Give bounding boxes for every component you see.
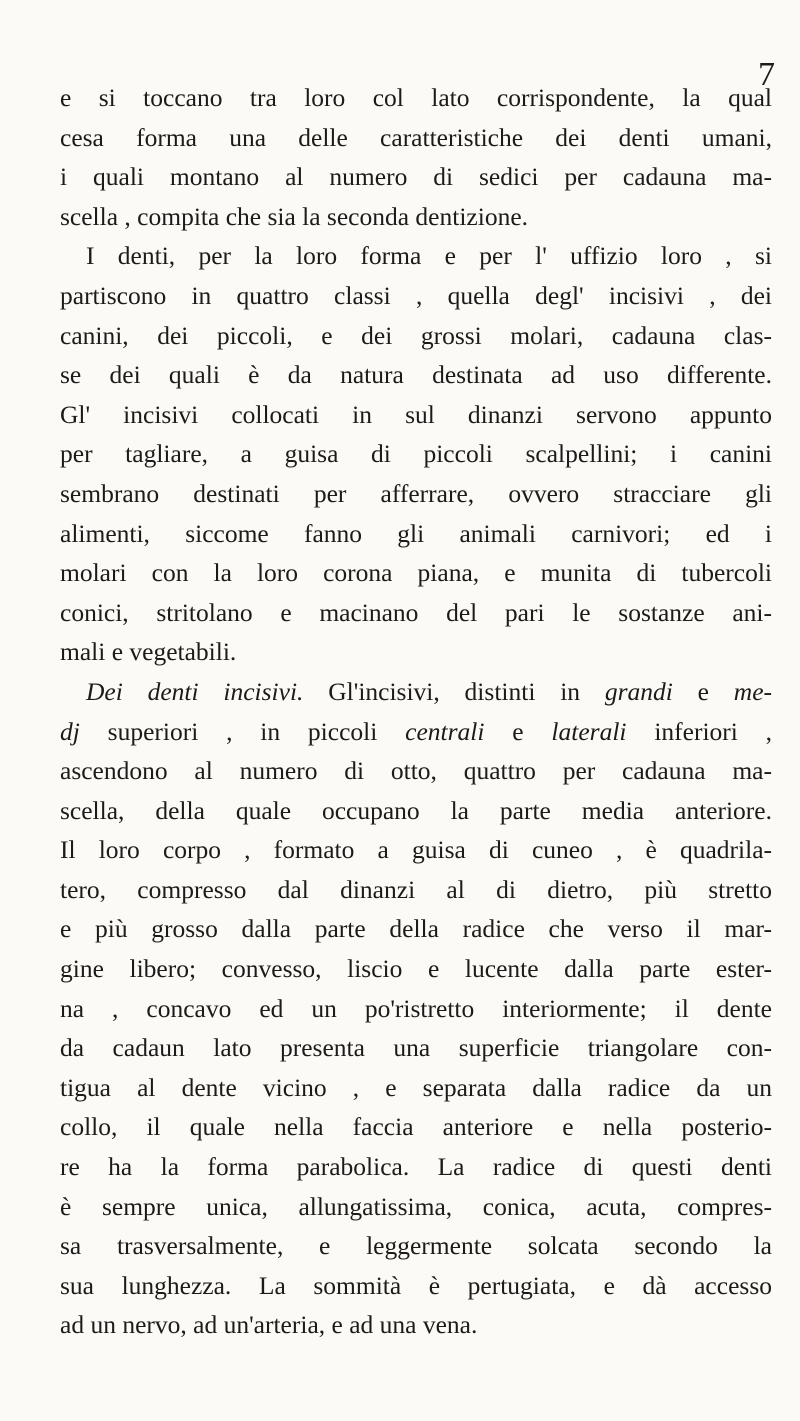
text-line: i quali montano al numero di sedici per cadauna ma- [60,162,772,192]
text-line: re ha la forma parabolica. La radice di questi denti [60,1152,772,1182]
section-heading: Dei denti incisivi. [86,676,304,706]
text-line: gine libero; convesso, liscio e lucente dalla parte ester- [60,954,772,984]
text-line: conici, stritolano e macinano del pari le sostanze ani- [60,597,772,627]
text-fragment: Gl'incisivi, distinti in [328,676,581,706]
text-fragment: superiori , in piccoli [107,716,378,746]
text-line: e più grosso dalla parte della radice che verso il mar- [60,914,772,944]
italic-term: centrali [405,716,485,746]
text-line: Gl' incisivi collocati in sul dinanzi servono appunto [60,399,772,429]
text-fragment: e [512,716,524,746]
text-line: partiscono in quattro classi , quella degl' incisivi , dei [60,280,772,310]
text-line: ad un nervo, ad un'arteria, e ad una vena. [60,1310,478,1340]
text-line: canini, dei piccoli, e dei grossi molari, cadauna clas- [60,320,772,350]
text-line: cesa forma una delle caratteristiche dei denti umani, [60,122,772,152]
text-line: scella, della quale occupano la parte media anteriore. [60,795,772,825]
text-line: da cadaun lato presenta una superficie triangolare con- [60,1033,772,1063]
text-line: mali e vegetabili. [60,637,237,667]
text-line: è sempre unica, allungatissima, conica, acuta, compres- [60,1191,772,1221]
text-line: sa trasversalmente, e leggermente solcata secondo la [60,1231,772,1261]
text-line: sembrano destinati per afferrare, ovvero stracciare gli [60,478,772,508]
text-line: sua lunghezza. La sommità è pertugiata, e dà accesso [60,1270,772,1300]
text-line: ascendono al numero di otto, quattro per cadauna ma- [60,756,772,786]
italic-term: laterali [551,716,627,746]
text-line [60,672,772,712]
text-line: tero, compresso dal dinanzi al di dietro, più stretto [60,874,772,904]
text-line: tigua al dente vicino , e separata dalla radice da un [60,1072,772,1102]
text-line: collo, il quale nella faccia anteriore e nella posterio- [60,1112,772,1142]
text-line: per tagliare, a guisa di piccoli scalpellini; i canini [60,439,772,469]
italic-term: grandi [604,676,673,706]
text-fragment: e [697,676,709,706]
body-text [60,78,772,1345]
text-line: I denti, per la loro forma e per l' uffizio loro , si [86,241,772,271]
text-line [60,712,772,752]
text-line: Il loro corpo , formato a guisa di cuneo , è quadrila- [60,835,772,865]
italic-term: me- [733,676,773,706]
italic-term: dj [60,716,80,746]
page-number: 7 [758,56,775,93]
text-line: se dei quali è da natura destinata ad uso differente. [60,360,772,390]
text-fragment: inferiori , [654,716,773,746]
text-line: molari con la loro corona piana, e munita di tubercoli [60,558,772,588]
text-line: na , concavo ed un po'ristretto interiormente; il dente [60,993,772,1023]
text-line: alimenti, siccome fanno gli animali carnivori; ed i [60,518,772,548]
text-line: e si toccano tra loro col lato corrispondente, la qual [60,83,772,112]
text-line: scella , compita che sia la seconda dentizione. [60,201,529,231]
